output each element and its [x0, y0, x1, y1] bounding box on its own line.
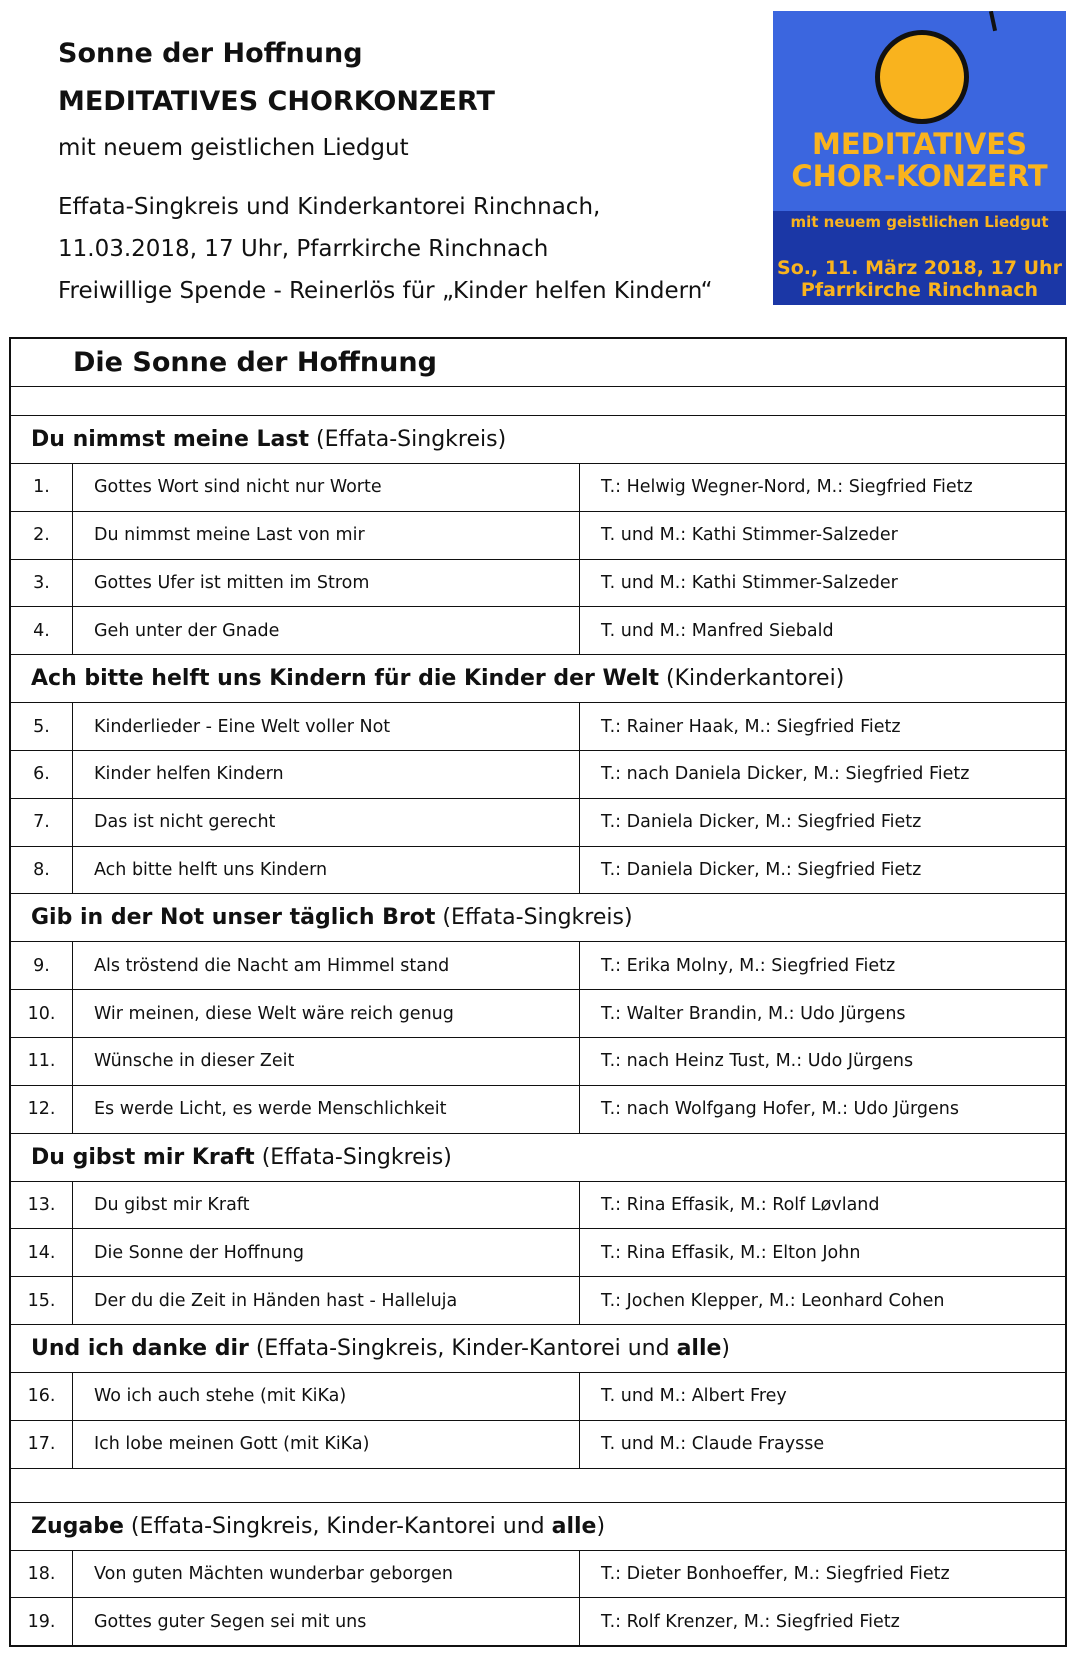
song-authors: T.: Rina Effasik, M.: Rolf Løvland	[601, 1194, 880, 1215]
song-authors: T.: Walter Brandin, M.: Udo Jürgens	[601, 1003, 906, 1024]
song-row	[11, 1276, 1065, 1324]
section-performers: (Effata-Singkreis)	[309, 427, 507, 452]
song-authors: T.: Rolf Krenzer, M.: Siegfried Fietz	[601, 1611, 900, 1632]
section-heading	[11, 905, 633, 930]
song-authors: T. und M.: Manfred Siebald	[601, 620, 834, 641]
song-title: Von guten Mächten wunderbar geborgen	[73, 1551, 580, 1598]
song-row	[11, 941, 1065, 989]
concert-donation: Freiwillige Spende - Reinerlös für „Kinder helfen Kindern“	[58, 278, 713, 304]
song-number: 18.	[11, 1551, 73, 1598]
song-title: Kinder helfen Kindern	[73, 751, 580, 798]
song-title: Wünsche in dieser Zeit	[73, 1038, 580, 1085]
song-authors: T.: Daniela Dicker, M.: Siegfried Fietz	[601, 859, 922, 880]
song-row	[11, 1181, 1065, 1229]
song-row	[11, 702, 1065, 750]
section-header	[11, 1502, 1065, 1550]
song-row	[11, 1228, 1065, 1276]
song-number: 3.	[11, 560, 73, 607]
section-performers: (Effata-Singkreis, Kinder-Kantorei und	[248, 1335, 677, 1361]
song-number: 13.	[11, 1182, 73, 1229]
song-title: Das ist nicht gerecht	[73, 799, 580, 846]
blank-row	[11, 1468, 1065, 1502]
song-number: 10.	[11, 990, 73, 1037]
song-title: Als tröstend die Nacht am Himmel stand	[73, 942, 580, 989]
song-row	[11, 559, 1065, 607]
song-title: Gottes guter Segen sei mit uns	[73, 1598, 580, 1645]
song-row	[11, 463, 1065, 511]
song-title: Du gibst mir Kraft	[73, 1182, 580, 1229]
song-authors: T. und M.: Kathi Stimmer-Salzeder	[601, 572, 898, 593]
poster-line-4: So., 11. März 2018, 17 Uhr	[777, 257, 1062, 279]
concert-title: Sonne der Hoffnung	[58, 38, 363, 69]
song-authors: T. und M.: Kathi Stimmer-Salzeder	[601, 525, 898, 546]
song-row	[11, 1085, 1065, 1133]
song-title: Der du die Zeit in Händen hast - Halleluja	[73, 1277, 580, 1324]
concert-tagline: mit neuem geistlichen Liedgut	[58, 135, 409, 161]
section-heading	[11, 1514, 605, 1539]
song-authors: T. und M.: Albert Frey	[601, 1386, 787, 1407]
song-number: 1.	[11, 464, 73, 511]
song-authors: T.: Jochen Klepper, M.: Leonhard Cohen	[601, 1290, 945, 1311]
song-authors: T. und M.: Claude Fraysse	[601, 1434, 825, 1455]
song-number: 14.	[11, 1229, 73, 1276]
section-performers: (Kinderkantorei)	[659, 666, 845, 692]
section-heading	[11, 666, 844, 691]
concert-date-place: 11.03.2018, 17 Uhr, Pfarrkirche Rinchnach	[58, 236, 549, 262]
song-title: Ach bitte helft uns Kindern	[73, 847, 580, 894]
song-authors: T.: Helwig Wegner-Nord, M.: Siegfried Fietz	[601, 477, 973, 498]
section-performers-suffix: )	[721, 1335, 731, 1361]
song-row	[11, 1420, 1065, 1468]
poster-line-5: Pfarrkirche Rinchnach	[800, 279, 1039, 301]
song-title: Geh unter der Gnade	[73, 607, 580, 654]
section-name: Du nimmst meine Last	[31, 427, 310, 452]
song-number: 7.	[11, 799, 73, 846]
program-title-row	[11, 339, 1065, 386]
song-authors: T.: nach Daniela Dicker, M.: Siegfried Fietz	[601, 764, 970, 785]
song-number: 6.	[11, 751, 73, 798]
song-title: Die Sonne der Hoffnung	[73, 1229, 580, 1276]
song-title: Wir meinen, diese Welt wäre reich genug	[73, 990, 580, 1037]
song-row	[11, 1597, 1065, 1645]
poster-line-1: MEDITATIVES	[812, 127, 1027, 161]
song-row	[11, 511, 1065, 559]
section-name: Zugabe	[31, 1513, 124, 1539]
section-name: Und ich danke dir	[31, 1335, 249, 1361]
song-row	[11, 798, 1065, 846]
section-performers: (Effata-Singkreis)	[435, 905, 633, 931]
sun-icon	[875, 30, 969, 124]
concert-header	[58, 30, 738, 312]
concert-poster	[773, 11, 1066, 305]
song-authors: T.: nach Heinz Tust, M.: Udo Jürgens	[601, 1051, 914, 1072]
song-authors: T.: Rina Effasik, M.: Elton John	[601, 1242, 861, 1263]
blank-row	[11, 386, 1065, 415]
section-header	[11, 1324, 1065, 1372]
song-title: Gottes Wort sind nicht nur Worte	[73, 464, 580, 511]
section-heading	[11, 1145, 452, 1170]
song-title: Ich lobe meinen Gott (mit KiKa)	[73, 1421, 580, 1468]
section-performers-suffix: )	[596, 1513, 606, 1539]
song-title: Es werde Licht, es werde Menschlichkeit	[73, 1086, 580, 1133]
song-row	[11, 1037, 1065, 1085]
song-authors: T.: nach Wolfgang Hofer, M.: Udo Jürgens	[601, 1099, 959, 1120]
poster-line-3: mit neuem geistlichen Liedgut	[790, 213, 1049, 231]
song-number: 9.	[11, 942, 73, 989]
song-authors: T.: Rainer Haak, M.: Siegfried Fietz	[601, 716, 901, 737]
song-number: 12.	[11, 1086, 73, 1133]
program-title: Die Sonne der Hoffnung	[73, 347, 437, 378]
section-header	[11, 654, 1065, 702]
section-heading	[11, 427, 506, 452]
song-number: 16.	[11, 1373, 73, 1420]
program-table	[9, 337, 1067, 1647]
song-row	[11, 750, 1065, 798]
section-name: Du gibst mir Kraft	[31, 1144, 255, 1170]
song-row	[11, 606, 1065, 654]
song-row	[11, 846, 1065, 894]
song-row	[11, 1550, 1065, 1598]
section-name: Gib in der Not unser täglich Brot	[31, 905, 436, 931]
song-row	[11, 1372, 1065, 1420]
song-number: 4.	[11, 607, 73, 654]
song-title: Wo ich auch stehe (mit KiKa)	[73, 1373, 580, 1420]
song-authors: T.: Dieter Bonhoeffer, M.: Siegfried Fietz	[601, 1563, 950, 1584]
concert-subtitle: MEDITATIVES CHORKONZERT	[58, 86, 495, 117]
section-heading	[11, 1336, 730, 1361]
section-performers: (Effata-Singkreis)	[254, 1144, 452, 1170]
poster-line-2: CHOR-KONZERT	[791, 159, 1048, 193]
song-title: Du nimmst meine Last von mir	[73, 512, 580, 559]
section-header	[11, 893, 1065, 941]
song-number: 5.	[11, 703, 73, 750]
section-header	[11, 1133, 1065, 1181]
song-number: 8.	[11, 847, 73, 894]
song-number: 11.	[11, 1038, 73, 1085]
section-performers-emphasis: alle	[676, 1335, 722, 1361]
song-number: 2.	[11, 512, 73, 559]
song-row	[11, 989, 1065, 1037]
song-number: 15.	[11, 1277, 73, 1324]
song-number: 19.	[11, 1598, 73, 1645]
section-name: Ach bitte helft uns Kindern für die Kinder der Welt	[31, 666, 660, 692]
song-authors: T.: Erika Molny, M.: Siegfried Fietz	[601, 955, 896, 976]
song-authors: T.: Daniela Dicker, M.: Siegfried Fietz	[601, 812, 922, 833]
section-performers: (Effata-Singkreis, Kinder-Kantorei und	[123, 1513, 552, 1539]
section-performers-emphasis: alle	[551, 1513, 597, 1539]
concert-performers: Effata-Singkreis und Kinderkantorei Rinchnach,	[58, 194, 601, 220]
song-title: Kinderlieder - Eine Welt voller Not	[73, 703, 580, 750]
section-header	[11, 415, 1065, 463]
song-number: 17.	[11, 1421, 73, 1468]
song-title: Gottes Ufer ist mitten im Strom	[73, 560, 580, 607]
